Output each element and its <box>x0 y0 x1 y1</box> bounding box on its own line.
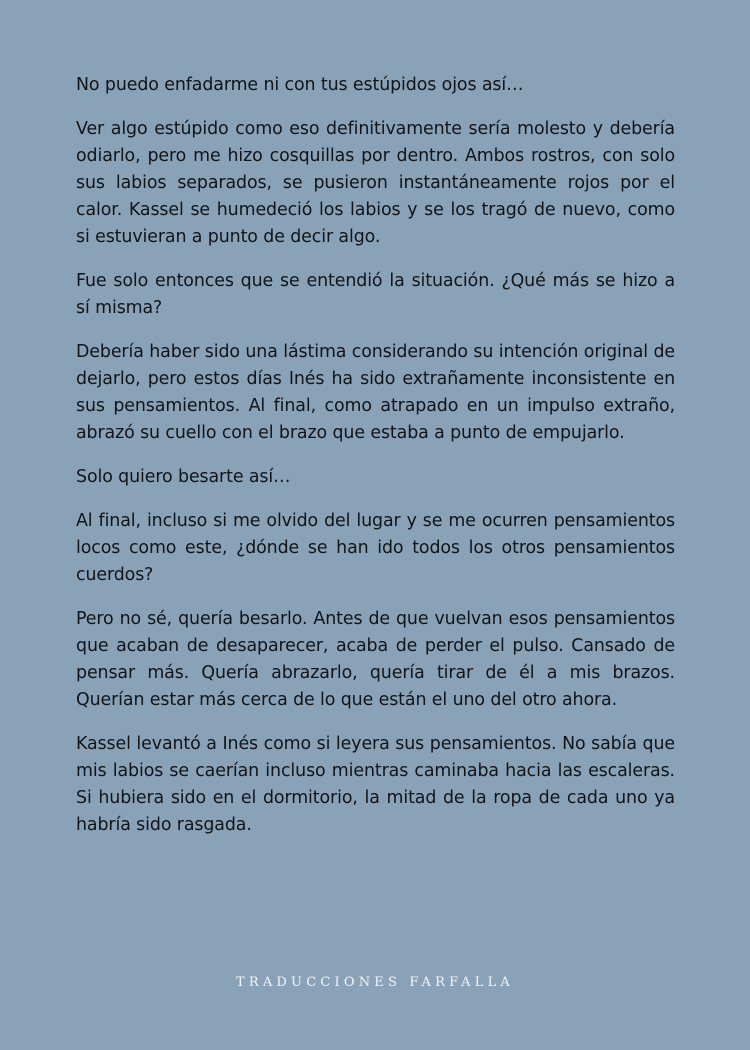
paragraph-3: Fue solo entonces que se entendió la situación. ¿Qué más se hizo a sí misma? <box>76 271 675 318</box>
footer-credit: TRADUCCIONES FARFALLA <box>235 975 514 990</box>
paragraph-6: Al final, incluso si me olvido del lugar y se me ocurren pensamientos locos como este, ¿dónde se han ido todos los otros pensamientos cuerdos? <box>76 511 675 585</box>
paragraph-4: Debería haber sido una lástima considerando su intención original de dejarlo, pero estos días Inés ha sido extrañamente inconsistente en sus pensamientos. Al final, como atrapado en un impulso extraño, abrazó su cuello con el brazo que estaba a punto de empujarlo. <box>76 342 675 443</box>
paragraph-1: No puedo enfadarme ni con tus estúpidos ojos así… <box>76 75 524 95</box>
paragraph-8: Kassel levantó a Inés como si leyera sus pensamientos. No sabía que mis labios se caerían incluso mientras caminaba hacia las escaleras. Si hubiera sido en el dormitorio, la mitad de la ropa de cada uno ya habría sido rasgada. <box>76 734 675 835</box>
page-body <box>76 72 675 856</box>
paragraph-5: Solo quiero besarte así… <box>76 467 291 487</box>
paragraph-7: Pero no sé, quería besarlo. Antes de que vuelvan esos pensamientos que acaban de desaparecer, acaba de perder el pulso. Cansado de pensar más. Quería abrazarlo, quería tirar de él a mis brazos. Querían estar más cerca de lo que están el uno del otro ahora. <box>76 609 675 710</box>
paragraph-2: Ver algo estúpido como eso definitivamente sería molesto y debería odiarlo, pero me hizo cosquillas por dentro. Ambos rostros, con solo sus labios separados, se pusieron instantáneamente rojos por el calor. Kassel se humedeció los labios y se los tragó de nuevo, como si estuvieran a punto de decir algo. <box>76 119 675 247</box>
